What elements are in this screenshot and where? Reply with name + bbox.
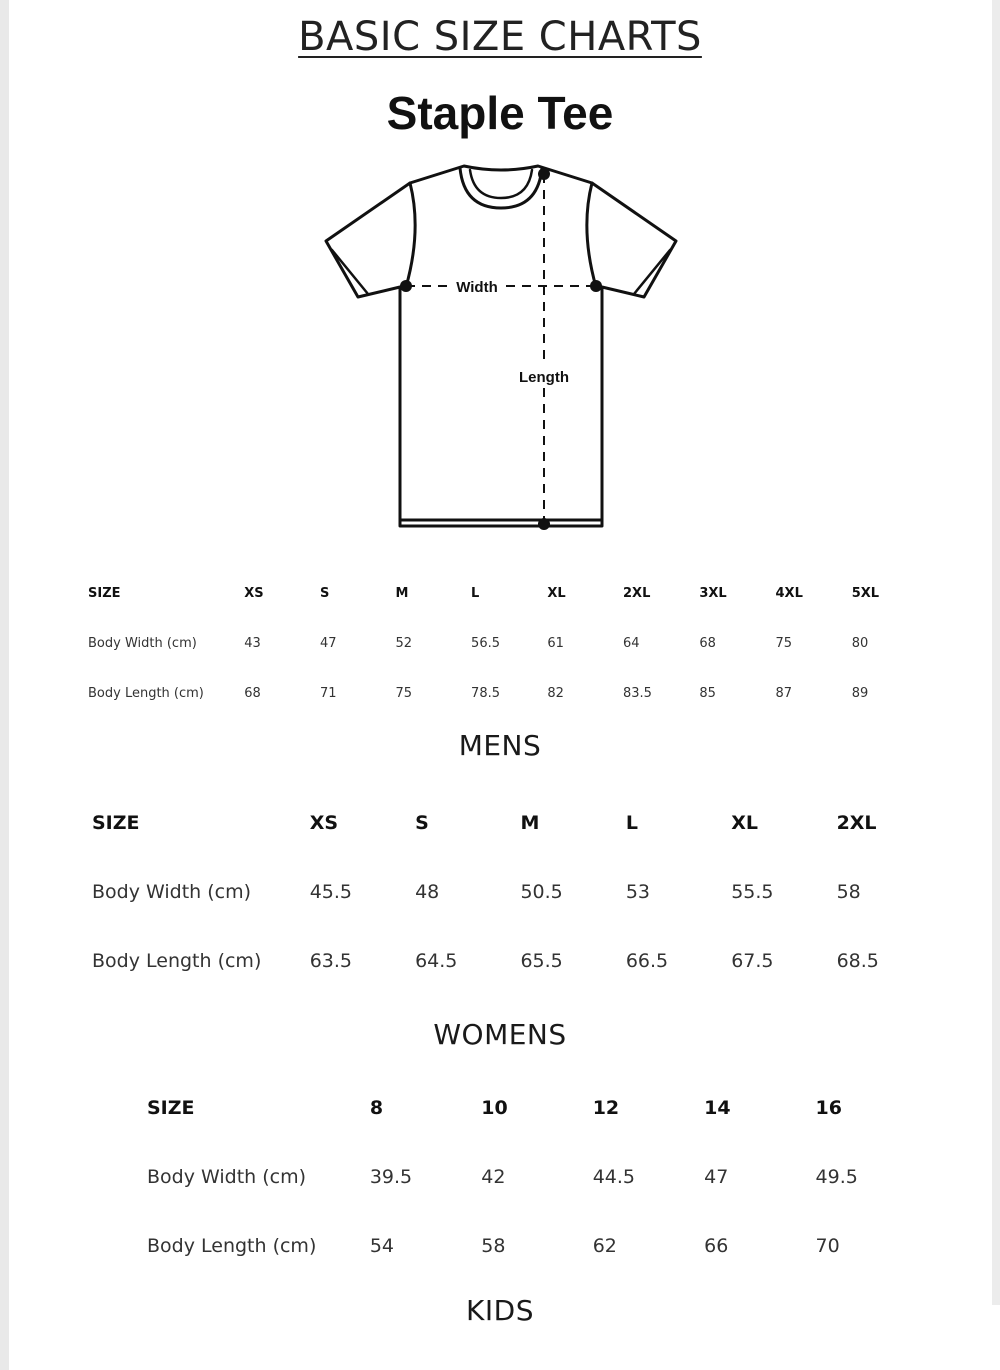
table-cell: 85 bbox=[699, 685, 716, 701]
table-cell: 52 bbox=[395, 635, 413, 651]
table-cell: 58 bbox=[836, 880, 861, 903]
table-cell: 70 bbox=[815, 1234, 840, 1257]
tshirt-diagram bbox=[318, 160, 684, 538]
header-cell: 5XL bbox=[851, 585, 880, 601]
length-point-bottom bbox=[538, 518, 550, 530]
header-cell: S bbox=[415, 811, 429, 834]
mens-size-table bbox=[92, 788, 942, 995]
table-cell: 68 bbox=[244, 685, 261, 701]
length-point-top bbox=[538, 168, 550, 180]
table-cell: 56.5 bbox=[471, 635, 500, 651]
table-cell: 63.5 bbox=[309, 949, 352, 972]
womens-size-table bbox=[147, 1073, 927, 1280]
table-header-row bbox=[88, 568, 928, 618]
header-cell: 2XL bbox=[623, 585, 651, 601]
table-cell: 66.5 bbox=[625, 949, 669, 972]
table-row bbox=[147, 1211, 927, 1280]
header-cell: 8 bbox=[369, 1096, 384, 1119]
header-cell: L bbox=[471, 585, 480, 601]
width-label: Width bbox=[456, 279, 498, 296]
table-row bbox=[147, 1142, 927, 1211]
table-cell: 80 bbox=[851, 635, 869, 651]
header-cell: S bbox=[319, 585, 330, 601]
row-label: Body Width (cm) bbox=[92, 880, 252, 903]
header-cell: M bbox=[395, 585, 409, 601]
width-point-left bbox=[400, 280, 412, 292]
header-cell: XS bbox=[244, 585, 264, 601]
header-cell: 14 bbox=[704, 1096, 731, 1119]
table-cell: 42 bbox=[481, 1165, 506, 1188]
row-label: Body Length (cm) bbox=[92, 949, 262, 972]
page-title: BASIC SIZE CHARTS bbox=[298, 14, 702, 60]
row-label: Body Width (cm) bbox=[147, 1165, 307, 1188]
table-header-row bbox=[92, 788, 942, 857]
header-cell: 3XL bbox=[699, 585, 727, 601]
table-header-row bbox=[147, 1073, 927, 1142]
table-cell: 55.5 bbox=[731, 880, 774, 903]
table-row bbox=[92, 857, 942, 926]
table-cell: 64.5 bbox=[415, 949, 458, 972]
section-title-mens: MENS bbox=[458, 729, 542, 762]
left-sleeve-seam bbox=[406, 183, 415, 287]
table-cell: 50.5 bbox=[520, 880, 563, 903]
table-cell: 75 bbox=[775, 635, 793, 651]
table-cell: 62 bbox=[592, 1234, 617, 1257]
table-cell: 53 bbox=[625, 880, 650, 903]
table-cell: 61 bbox=[547, 635, 564, 651]
table-cell: 45.5 bbox=[309, 880, 352, 903]
table-cell: 71 bbox=[319, 685, 337, 701]
width-point-right bbox=[590, 280, 602, 292]
left-edge-shadow bbox=[0, 0, 9, 1370]
table-row bbox=[88, 618, 928, 668]
tshirt-outline bbox=[326, 166, 676, 526]
table-cell: 64 bbox=[623, 635, 640, 651]
row-label: Body Length (cm) bbox=[147, 1234, 317, 1257]
table-cell: 75 bbox=[395, 685, 413, 701]
row-label: Body Length (cm) bbox=[88, 685, 204, 701]
table-cell: 47 bbox=[704, 1165, 729, 1188]
tshirt-collar bbox=[460, 168, 542, 208]
header-cell: SIZE bbox=[147, 1096, 195, 1119]
table-cell: 44.5 bbox=[592, 1165, 635, 1188]
header-cell: XL bbox=[731, 811, 758, 834]
table-cell: 68 bbox=[699, 635, 716, 651]
staple-size-table bbox=[88, 568, 928, 718]
table-cell: 83.5 bbox=[623, 685, 652, 701]
table-cell: 68.5 bbox=[836, 949, 879, 972]
header-cell: L bbox=[625, 811, 638, 834]
header-cell: 4XL bbox=[775, 585, 803, 601]
table-cell: 47 bbox=[319, 635, 337, 651]
table-cell: 89 bbox=[851, 685, 869, 701]
header-cell: SIZE bbox=[92, 811, 140, 834]
header-cell: 12 bbox=[592, 1096, 620, 1119]
table-row bbox=[92, 926, 942, 995]
table-cell: 48 bbox=[415, 880, 440, 903]
product-title-staple-tee: Staple Tee bbox=[386, 87, 614, 139]
table-cell: 54 bbox=[369, 1234, 395, 1257]
right-sleeve-seam bbox=[587, 183, 596, 287]
table-cell: 58 bbox=[481, 1234, 506, 1257]
header-cell: M bbox=[520, 811, 540, 834]
table-cell: 78.5 bbox=[471, 685, 500, 701]
table-cell: 67.5 bbox=[731, 949, 774, 972]
table-cell: 43 bbox=[244, 635, 261, 651]
header-cell: 2XL bbox=[836, 811, 877, 834]
table-cell: 87 bbox=[775, 685, 793, 701]
length-label: Length bbox=[519, 369, 569, 386]
row-label: Body Width (cm) bbox=[88, 635, 197, 651]
section-title-kids: KIDS bbox=[466, 1294, 534, 1327]
table-cell: 39.5 bbox=[369, 1165, 413, 1188]
table-cell: 65.5 bbox=[520, 949, 563, 972]
header-cell: XL bbox=[547, 585, 566, 601]
table-cell: 82 bbox=[547, 685, 564, 701]
table-cell: 66 bbox=[704, 1234, 729, 1257]
table-cell: 49.5 bbox=[815, 1165, 858, 1188]
header-cell: 10 bbox=[481, 1096, 508, 1119]
table-row bbox=[88, 668, 928, 718]
header-cell: SIZE bbox=[88, 585, 121, 601]
right-edge-shadow bbox=[992, 0, 1000, 1305]
header-cell: XS bbox=[309, 811, 339, 834]
header-cell: 16 bbox=[815, 1096, 842, 1119]
section-title-womens: WOMENS bbox=[433, 1018, 567, 1051]
